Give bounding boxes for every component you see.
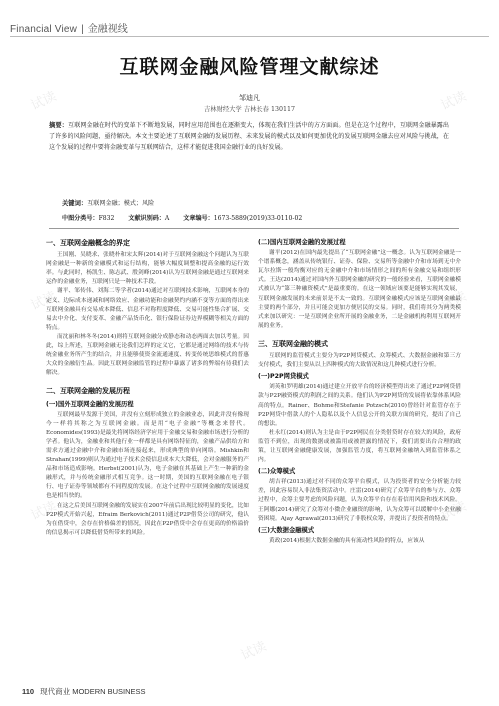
keywords: [62, 198, 154, 207]
header-divider: |: [81, 24, 84, 35]
paragraph: 互联网最早发源于美国，并没有立刻形成独立的金融业态，因此并没有像现今一样将其称之为互联网金融。而是用“电子金融”等概念来替代。Economides(1993)是最先将网络经济学应用于金融交易和金融市场进行分析的学者。他认为，金融业和其他行业一样都是具有网络特征的，金融产品供给方和需求方通过金融中介和金融市场连接起来，形成典型的单向网络。Mishkin和Strahan(1999)则认为通过电子技术会使信息成本大大降低，会对金融服务的产品和市场造成影响。Herbst(2001)认为，电子金融在其基础上产生一种新的金融形式，并与传统金融形式相互竞争。这一时期，美国的互联网金融在电子银行、电子证券等领域都有不同程度的发展。在这个过程中互联网金融的发展速度也是相当快的。: [46, 411, 249, 500]
section-heading: 三、互联网金融的模式: [258, 339, 328, 348]
journal-name: 现代商业 MODERN BUSINESS: [40, 687, 146, 696]
left-column: [46, 236, 249, 538]
right-column: [258, 236, 461, 546]
watermark: 试读: [28, 89, 59, 114]
paragraph: 刘英和罗明雄(2014)通过建立开放平台的经济模型得出来了通过P2P网贷借款与P2P融资模式的利润之间的关系。他们认为P2P网贷的发展将依靠体系风险高的特点。Rainer、Bohme和Stefanie Potzsch(2010)曾经针对监管存在于P2P网贷中借款人的个人隐私以及个人信息公开的关联方面的研究，提出了自己的想法。: [258, 384, 461, 427]
paragraph: 而沈丽和林冬冬(2014)则将互联网金融分成静态和动态两面去加以考量。因此，综上所述，互联网金融无论我们怎样的定义它，它都是通过网络的技术与传统金融业务所产生的结合，并且能够使资金流通速度、转变传统思维模式的普惠大众的金融衍生品。因此互联网金融监管的过程中暴露了诸多的弊端有待我们去解决。: [46, 333, 249, 377]
watermark: 试读: [28, 289, 59, 314]
page-number: 110: [22, 687, 35, 696]
article-no-value: 1673-5889(2019)33-0110-02: [213, 215, 303, 222]
clc-value: F832: [98, 215, 115, 222]
abstract: [49, 120, 449, 153]
article-no-label: 文章编号：: [183, 215, 214, 222]
doc-code-label: 文献识别码：: [128, 215, 165, 222]
author-name: 邹迪凡: [239, 94, 260, 102]
abstract-text: 互联网金融在时代的变革下不断地发展，同时应用范围也在逐渐变大，体现在我们生活中的方方面面。但是在这个过程中，互联网金融暴露出了许多的风险问题，亟待解决。本文主要论述了互联网金融的发展历程、未来发展的模式以及如何更加优化的发展互联网金融去应对风险与挑战，在这个发展的过程中要将金融变革与互联网结合，这样才能促进我国金融行业的良好发展。: [49, 122, 450, 151]
watermark: 试读: [438, 89, 469, 114]
abstract-label: 摘要：: [49, 122, 69, 129]
watermark: 试读: [438, 499, 469, 524]
section-header: [10, 20, 128, 35]
section-heading: 一、互联网金融概念的界定: [46, 239, 130, 247]
header-rule: [10, 36, 489, 37]
paragraph: 在这之后美国互联网金融的发展实在2007年前后出现比较明显的变化，比如P2P模式开始兴起，Efraim Berkovich(2011)通过P2P借贷公司的研究，他认为在借贷中，会存在价格偏差的情况，因此在P2P借贷中会存在更高的价格溢价的信息揭示可以降低借贷所带来的风险。: [46, 502, 249, 536]
paragraph: 王国刚、吴晓求、张晓朴和宋太辉(2014)对于互联网金融这个问题认为互联网金融是一种新的金融模式和运行结构，能够大幅度调整和提高金融的运行效率。与此同时，杨凯生、陈志武、殷剑峰(2014)认为互联网金融是通过互联网来运作的金融业务，互联网只是一种技术手段。: [46, 252, 249, 286]
clc-label: 中图分类号：: [62, 215, 99, 222]
paragraph: 杜永红(2014)则认为主是由于P2P网民在分类借贷时存在较大的风险，政府监管不到位，出现的数据或被滥用或被泄露的情况下，我们需要出台合理的政策，让互联网金融健康发展，加强监管力度，将互联网金融纳入到监管体系之内。: [258, 429, 461, 464]
page-footer: [22, 686, 146, 697]
metadata-rule: [49, 228, 459, 229]
keywords-label: 关键词：: [62, 200, 88, 207]
paragraph: 谢平、邹传伟、刘海二等学者(2014)通过对互联网技术影响，互联网本身的定义、边际成本递减和网络效应、金融功能和金融契约内涵不变等方面的得出来互联网金融具有交易成本降低、信息不对称程度降低、交易可能性集合扩展、交易去中介化、支付变革、金融产品货币化、银行保险证券边界模糊等相关方面的特点。: [46, 288, 249, 331]
paragraph: 胡吉祥(2013)通过对不同的众筹平台模式，认为投资者的安全分析能力较差，因此容易误入非法集资活动中。庄雷(2014)研究了众筹平台的参与方、众筹过程中，众筹主要考虑的风险问题，认为众筹平台存在着信用风险和技术风险。王阿娜(2014)研究了众筹对小微企业融资的影响，认为众筹可以缓解中小企业融资困境。Ajay Agrawal(2013)研究了非股权众筹，并提出了投资者的特点。: [258, 479, 461, 522]
subsection-heading: (一)国外互联网金融的发展历程: [46, 400, 134, 408]
section-label-en: Financial View: [10, 24, 78, 35]
subsection-heading: (二)众筹模式: [258, 468, 296, 476]
paragraph: 谢平(2012)在国内最先提出了“互联网金融”这一概念。认为互联网金融是一个谱系概念，涵盖从传统银行、证券、保险、交易所等金融中介和市场到无中介瓦尔拉斯一般均衡对应的无金融中介和市场情形之间的所有金融交易和组织形式。王达(2014)通过对国内外互联网金融的研究的一般经验来看，互联网金融模式被认为“第三种融资模式”是最重要的。在这一领域应该要是能够实现其发展，互联网金融发展的未来前景是不太一致的。互联网金融模式应该是互联网金融最主要的两个部分，并且可能会更加方便居民的交易。同时，我们将其分为两类模式来加以研究：一是互联网企业所开展的金融业务，二是金融机构利用互联网开展的业务。: [258, 250, 461, 329]
article-title: 互联网金融风险管理文献综述: [119, 56, 380, 78]
article-metadata: [62, 213, 462, 222]
subsection-heading: (二)国内互联网金融的发展过程: [258, 239, 346, 246]
subsection-heading: (三)大数据金融模式: [258, 526, 315, 534]
watermark: 试读: [238, 639, 269, 664]
watermark: 试读: [438, 289, 469, 314]
section-label-cn: 金融视线: [87, 24, 128, 35]
keywords-text: 互联网金融；模式；风险: [87, 200, 155, 207]
subsection-heading: (一)P2P网贷模式: [258, 373, 309, 381]
section-heading: 二、互联网金融的发展历程: [46, 387, 130, 396]
watermark: 试读: [28, 499, 59, 524]
paragraph: 黄政(2014)根据大数据金融的具有流动性风险的特点，应该从: [269, 537, 425, 544]
paragraph: 互联网的监管模式主要分为P2P网贷模式、众筹模式、大数据金融和第三方支付模式，我们主要从以上四种模式的大致情况和这几种模式进行分析。: [258, 353, 461, 369]
author-affiliation: 吉林财经大学 吉林长春 130117: [203, 106, 295, 113]
doc-code-value: A: [164, 215, 170, 222]
